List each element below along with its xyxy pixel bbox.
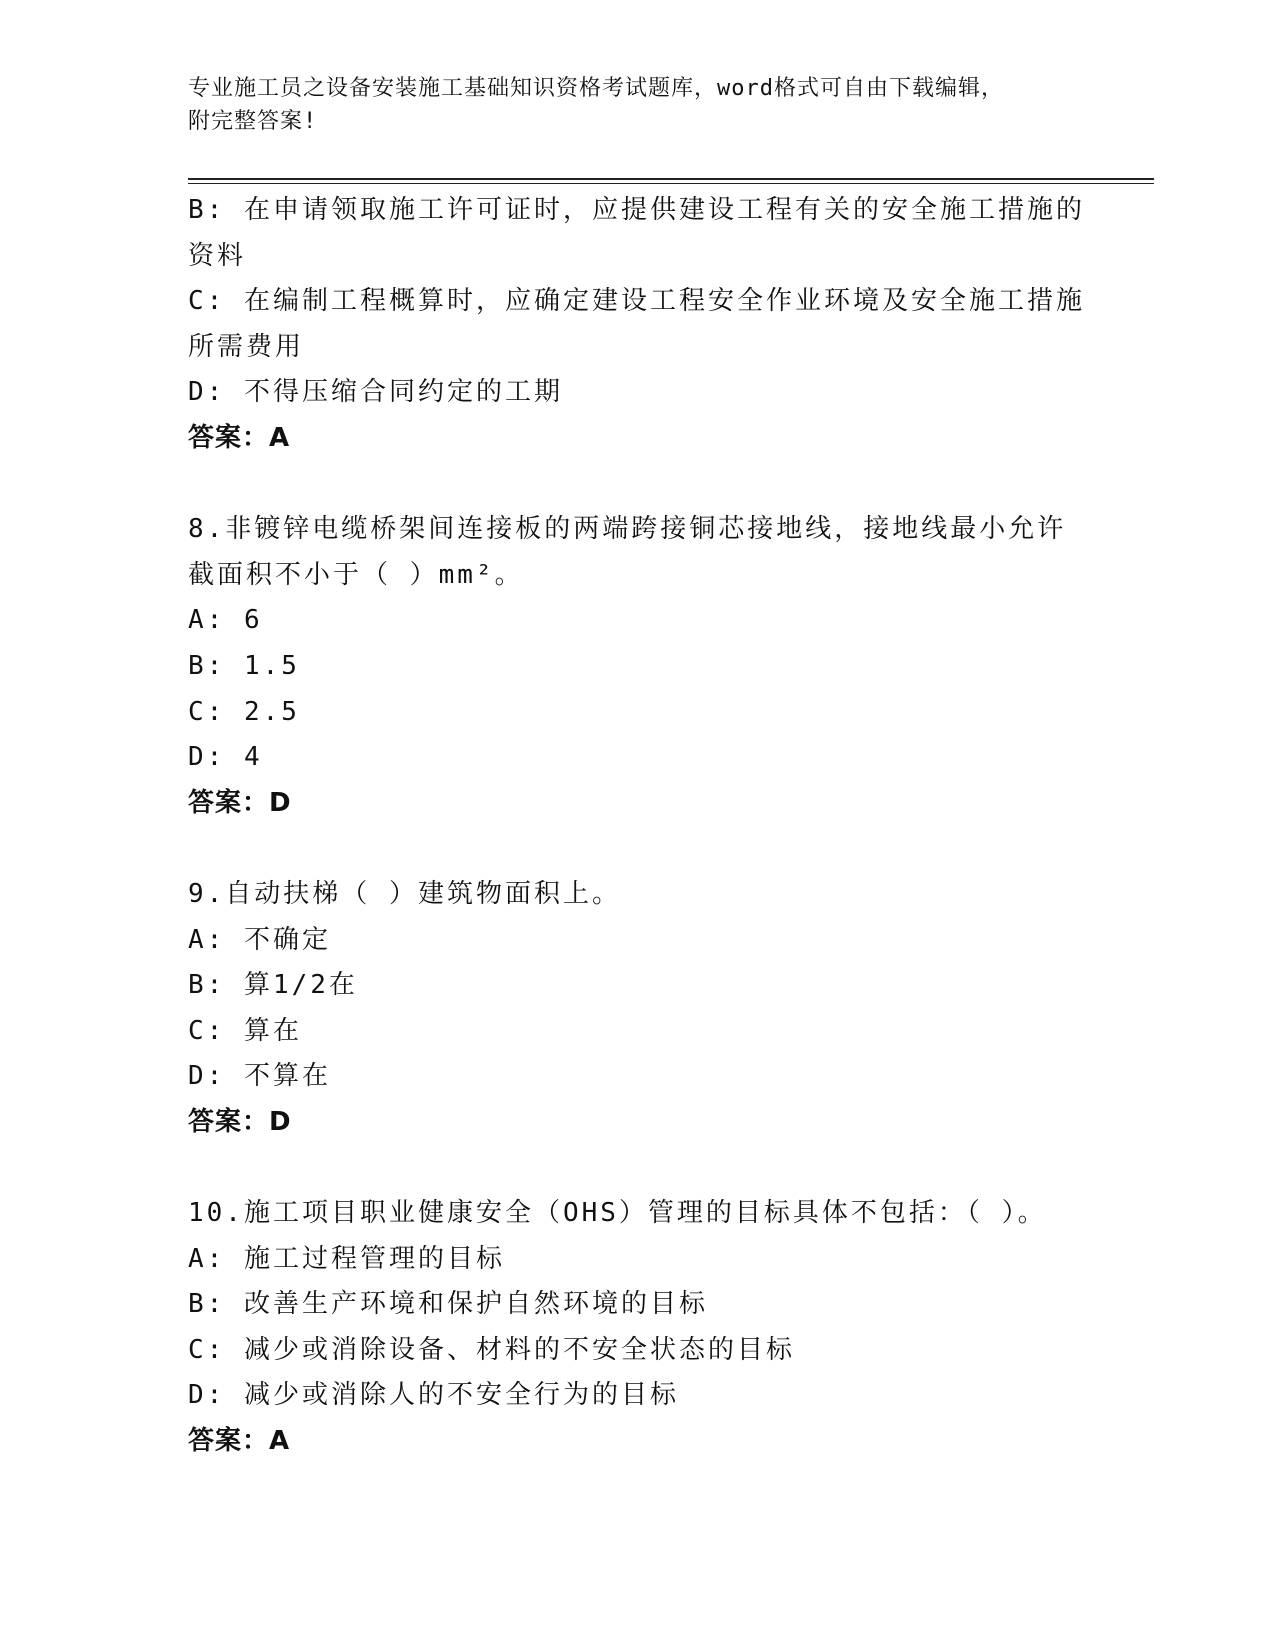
option-a: A: 不确定 (188, 924, 331, 955)
header-line-1: 专业施工员之设备安装施工基础知识资格考试题库，word格式可自由下载编辑， (188, 76, 1004, 101)
option-b: B: 改善生产环境和保护自然环境的目标 (188, 1289, 708, 1320)
answer-label: 答案：A (188, 1426, 291, 1457)
question-stem-line-2: 截面积不小于（ ）mm²。 (188, 559, 524, 590)
question-9 (188, 872, 1088, 1146)
question-7-continued (188, 188, 1088, 462)
answer-label: 答案：D (188, 787, 292, 818)
answer-label: 答案：D (188, 1106, 292, 1137)
question-spacer (188, 462, 1088, 508)
header-divider-thin (188, 183, 1154, 184)
option-c-line-2: 所需费用 (188, 331, 305, 362)
question-list (188, 188, 1088, 1465)
option-b-line-1: B: 在申请领取施工许可证时，应提供建设工程有关的安全施工措施的 (188, 195, 1085, 225)
option-d: D: 不得压缩合同约定的工期 (188, 377, 563, 408)
option-c: C: 算在 (188, 1015, 302, 1046)
header-line-2: 附完整答案! (188, 109, 318, 134)
question-8 (188, 507, 1088, 826)
option-a: A: 施工过程管理的目标 (188, 1243, 505, 1274)
option-d: D: 4 (188, 742, 263, 773)
question-10 (188, 1191, 1088, 1465)
option-b-line-2: 资料 (188, 240, 247, 271)
option-d: D: 不算在 (188, 1061, 331, 1092)
question-stem-line-1: 8.非镀锌电缆桥架间连接板的两端跨接铜芯接地线，接地线最小允许 (188, 514, 1067, 545)
option-b: B: 1.5 (188, 650, 300, 681)
question-spacer (188, 1145, 1088, 1191)
option-d: D: 减少或消除人的不安全行为的目标 (188, 1380, 679, 1411)
question-stem: 9.自动扶梯（ ）建筑物面积上。 (188, 878, 621, 909)
option-c: C: 减少或消除设备、材料的不安全状态的目标 (188, 1334, 795, 1365)
header-divider-thick (188, 178, 1154, 180)
question-spacer (188, 826, 1088, 872)
option-c: C: 2.5 (188, 696, 300, 727)
document-header (188, 72, 1068, 138)
option-b: B: 算1/2在 (188, 970, 358, 1001)
option-c-line-1: C: 在编制工程概算时，应确定建设工程安全作业环境及安全施工措施 (188, 286, 1085, 317)
option-a: A: 6 (188, 605, 263, 636)
answer-label: 答案：A (188, 422, 291, 453)
question-stem: 10.施工项目职业健康安全（OHS）管理的目标具体不包括：（ ）。 (188, 1198, 1047, 1229)
